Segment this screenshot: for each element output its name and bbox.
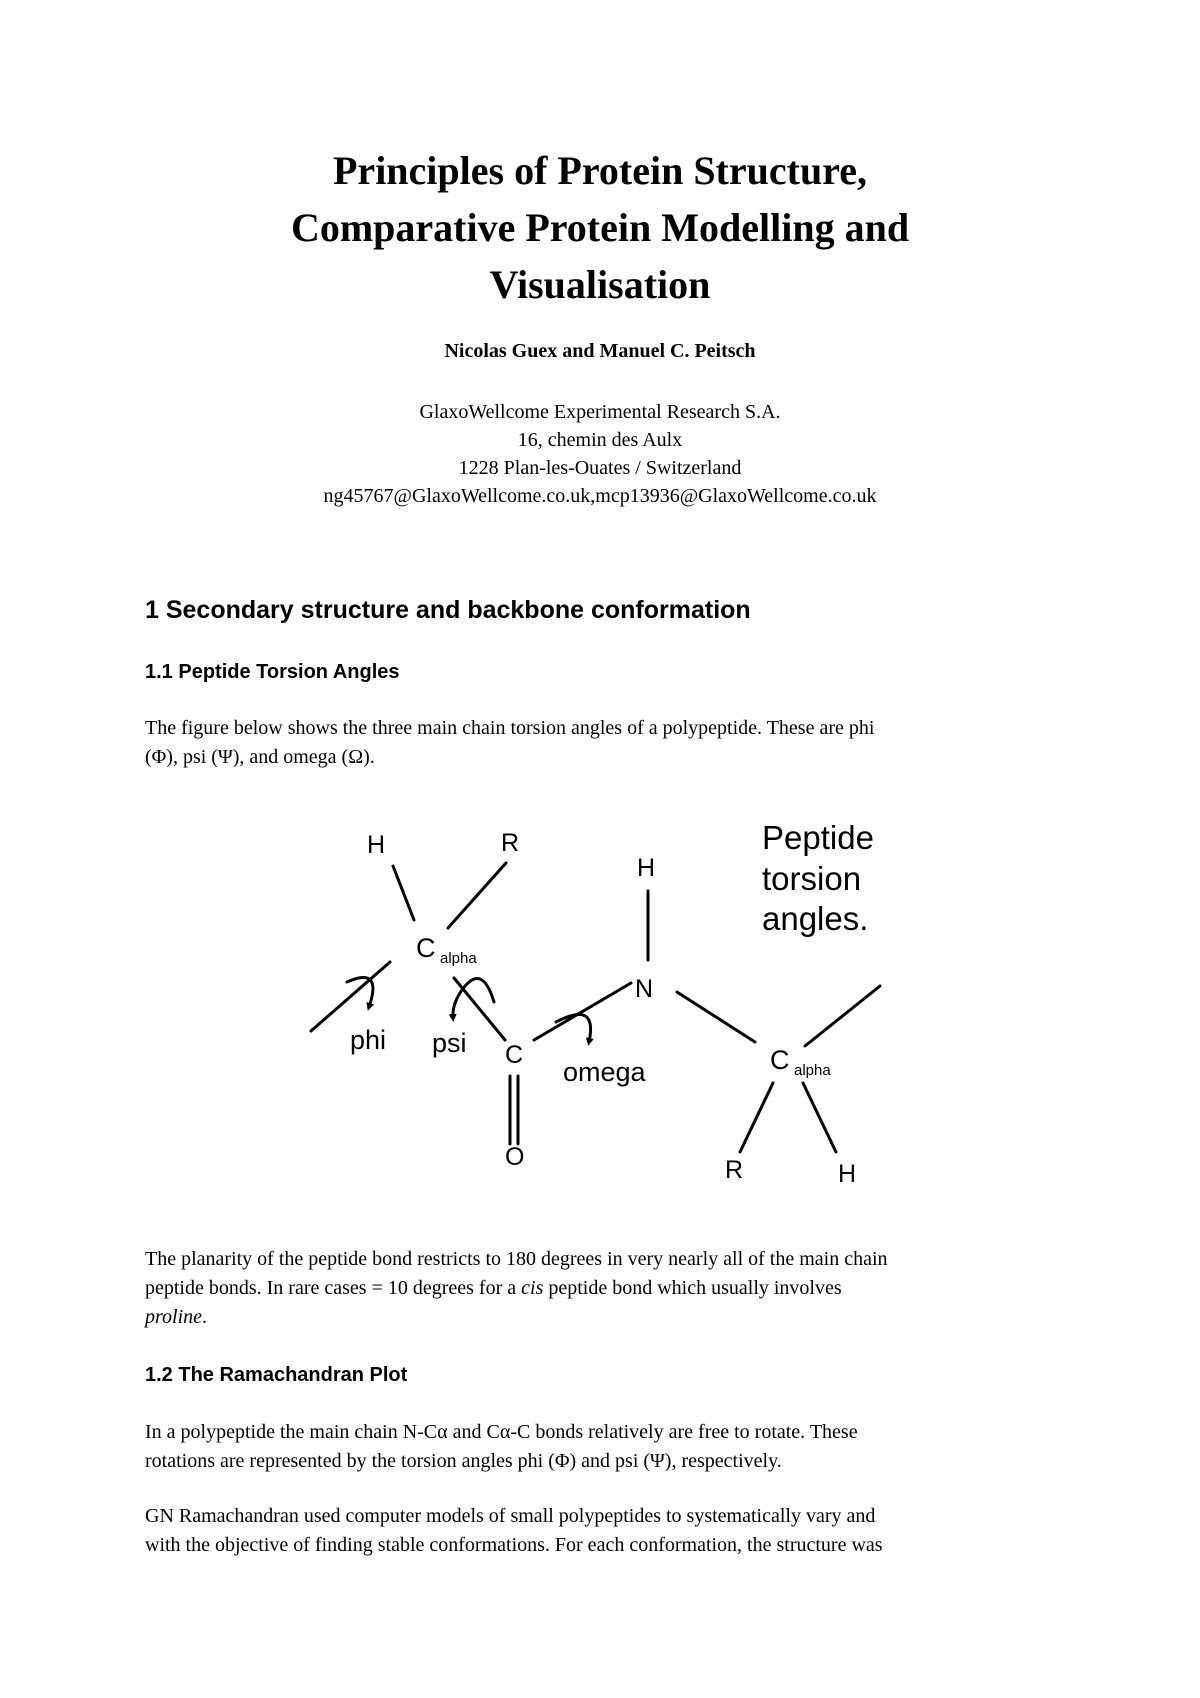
atom-h-bottom-right: H: [838, 1160, 857, 1188]
bond-n-calpha2: [677, 992, 755, 1042]
atom-h-amide: H: [637, 854, 656, 882]
atom-o-carbonyl: O: [505, 1143, 525, 1171]
bond-calpha2-h: [803, 1083, 836, 1152]
title-line-3: Visualisation: [489, 262, 711, 307]
paragraph-rotation: [145, 1418, 1065, 1476]
bond-c-n: [534, 983, 631, 1040]
atom-r-bottom: R: [725, 1156, 744, 1184]
label-omega: omega: [563, 1057, 646, 1087]
atom-c-alpha-1: C: [416, 933, 436, 963]
paragraph-line: with the objective of finding stable conformations. For each conformation, the structure was: [145, 1534, 883, 1556]
title-line-2: Comparative Protein Modelling and: [290, 205, 910, 250]
paragraph-line: The figure below shows the three main chain torsion angles of a polypeptide. These are phi: [145, 717, 875, 739]
text-span: peptide bond which usually involves: [543, 1277, 842, 1299]
bond-calpha2-r: [740, 1083, 773, 1152]
text-span: .: [202, 1306, 208, 1328]
bond-phi-backbone: [311, 962, 390, 1031]
subsection-heading-1-2: 1.2 The Ramachandran Plot: [145, 1364, 408, 1386]
paragraph-planarity: [145, 1245, 1065, 1332]
text-span: peptide bonds. In rare cases = 10 degrees for a: [145, 1277, 522, 1299]
affiliation-line-1: GlaxoWellcome Experimental Research S.A.: [419, 401, 781, 423]
bond-r-calpha: [448, 863, 506, 928]
atom-c-alpha-2: C: [770, 1045, 790, 1075]
paragraph-line: [145, 1274, 1065, 1303]
paragraph-line: (Φ), psi (Ψ), and omega (Ω).: [145, 746, 375, 768]
label-psi: psi: [432, 1028, 467, 1058]
paragraph-ramachandran: [145, 1502, 1065, 1560]
affiliation-emails: ng45767@GlaxoWellcome.co.uk,mcp13936@GlaxoWellcome.co.uk: [323, 485, 877, 507]
italic-term-proline: proline: [145, 1306, 203, 1328]
author-names: Nicolas Guex and Manuel C. Peitsch: [444, 340, 756, 362]
title-line-1: Principles of Protein Structure,: [333, 148, 867, 193]
figure-caption-line-1: Peptide: [762, 819, 874, 856]
section-heading-1: 1 Secondary structure and backbone conformation: [145, 596, 751, 624]
paragraph-line: The planarity of the peptide bond restricts to 180 degrees in very nearly all of the main chain: [145, 1248, 888, 1270]
paragraph-line: GN Ramachandran used computer models of small polypeptides to systematically vary and: [145, 1505, 876, 1527]
paragraph-line: In a polypeptide the main chain N-Cα and Cα-C bonds relatively are free to rotate. These: [145, 1421, 858, 1443]
paragraph-line: rotations are represented by the torsion angles phi (Φ) and psi (Ψ), respectively.: [145, 1450, 782, 1472]
bond-calpha2-up: [805, 986, 880, 1046]
italic-term-cis: cis: [521, 1277, 544, 1299]
atom-c-carbonyl: C: [505, 1041, 524, 1069]
bond-h-calpha: [393, 866, 414, 920]
label-phi: phi: [350, 1025, 387, 1055]
atom-h-top-left: H: [367, 831, 386, 859]
atom-n-amide: N: [635, 975, 654, 1003]
atom-c-alpha-2-subscript: alpha: [794, 1062, 831, 1079]
figure-caption-line-2: torsion: [762, 860, 862, 897]
atom-r-top: R: [501, 829, 520, 857]
atom-c-alpha-1-subscript: alpha: [440, 950, 477, 967]
affiliation-line-3: 1228 Plan-les-Ouates / Switzerland: [458, 457, 742, 479]
paragraph-line: [145, 1303, 1065, 1332]
figure-caption-line-3: angles.: [762, 900, 869, 937]
affiliation-line-2: 16, chemin des Aulx: [517, 429, 683, 451]
subsection-heading-1-1: 1.1 Peptide Torsion Angles: [145, 661, 400, 683]
